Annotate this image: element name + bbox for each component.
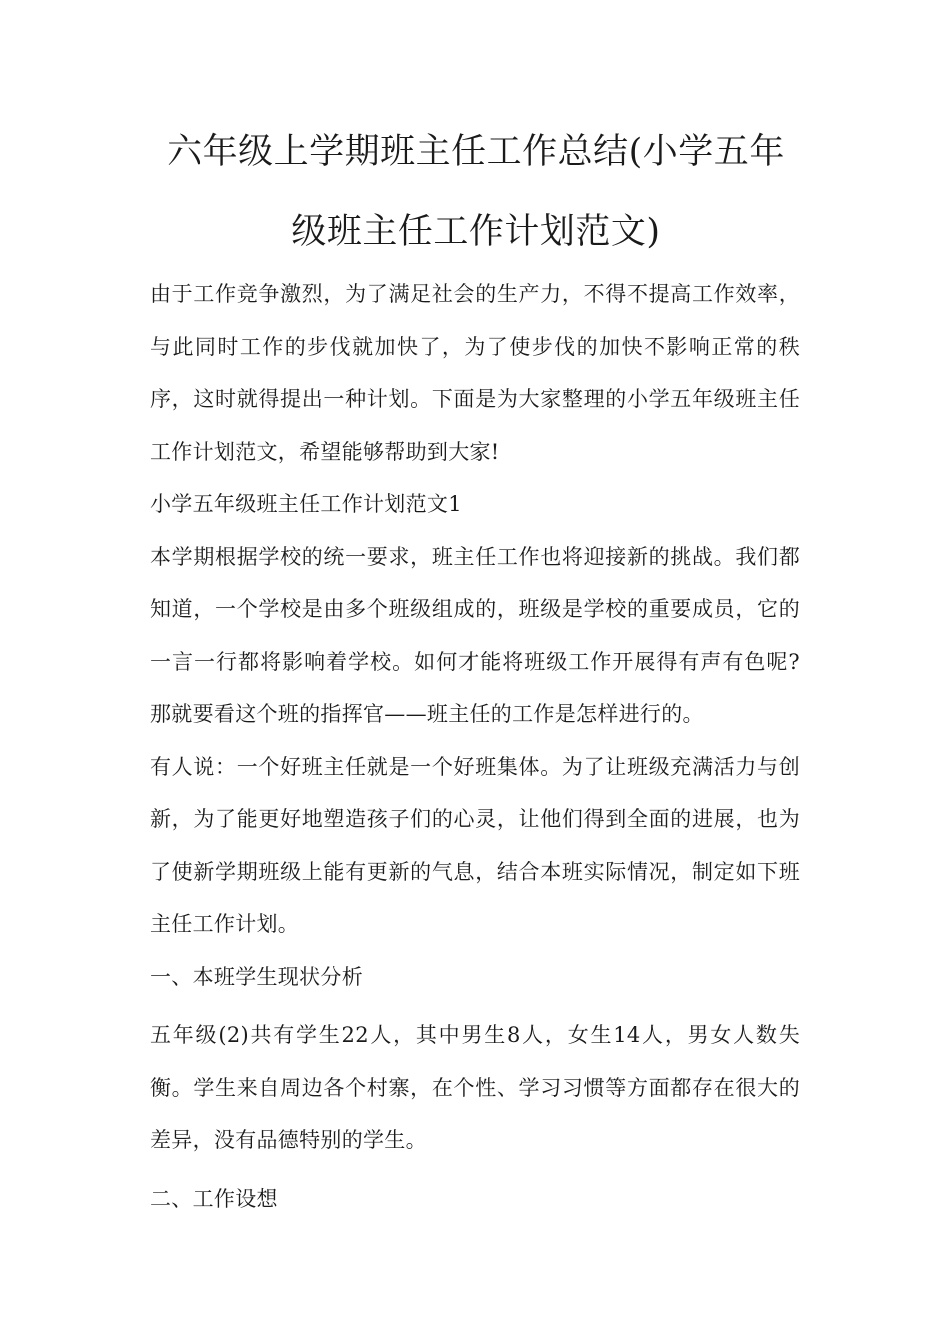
document-body [150, 268, 800, 1225]
body-paragraph: 本学期根据学校的统一要求，班主任工作也将迎接新的挑战。我们都知道，一个学校是由多个班级组成的，班级是学校的重要成员，它的一言一行都将影响着学校。如何才能将班级工作开展得有声有色呢?那就要看这个班的指挥官——班主任的工作是怎样进行的。 [150, 544, 800, 726]
section-heading-work-ideas: 二、工作设想 [150, 1186, 278, 1211]
document-title: 六年级上学期班主任工作总结(小学五年级班主任工作计划范文) [167, 132, 785, 252]
section-heading-sample-1: 小学五年级班主任工作计划范文1 [150, 492, 462, 516]
section-heading-student-analysis: 一、本班学生现状分析 [150, 964, 363, 989]
intro-paragraph: 由于工作竞争激烈，为了满足社会的生产力，不得不提高工作效率，与此同时工作的步伐就加快了，为了使步伐的加快不影响正常的秩序，这时就得提出一种计划。下面是为大家整理的小学五年级班主任工作计划范文，希望能够帮助到大家! [150, 282, 800, 464]
body-paragraph: 五年级(2)共有学生22人，其中男生8人，女生14人，男女人数失衡。学生来自周边各个村寨，在个性、学习习惯等方面都存在很大的差异，没有品德特别的学生。 [150, 1023, 800, 1152]
body-paragraph: 有人说：一个好班主任就是一个好班集体。为了让班级充满活力与创新，为了能更好地塑造孩子们的心灵，让他们得到全面的进展，也为了使新学期班级上能有更新的气息，结合本班实际情况，制定如下班主任工作计划。 [150, 754, 800, 936]
